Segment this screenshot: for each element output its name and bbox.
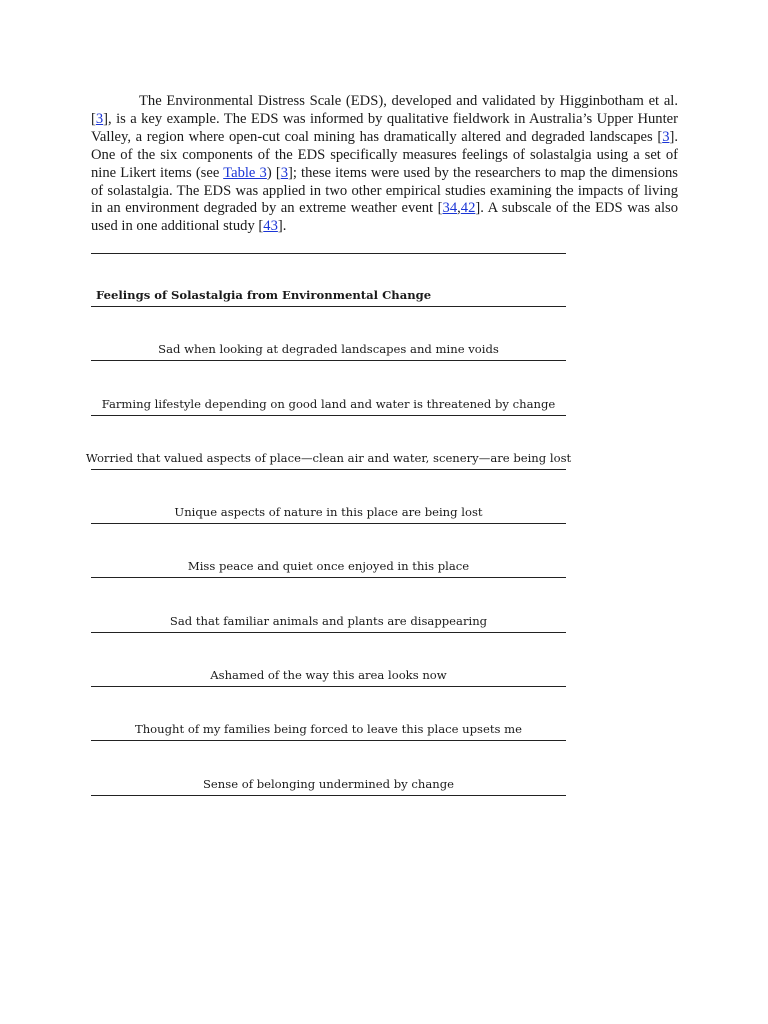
table-row: [91, 687, 566, 741]
table-row: [91, 307, 566, 361]
table-cell: Farming lifestyle depending on good land and water is threatened by change: [101, 396, 556, 411]
solastalgia-table: [85, 253, 572, 796]
table-cell: Unique aspects of nature in this place are being lost: [174, 505, 483, 520]
paragraph-text: ]. One of the six components of the EDS specifically measures feelings of solastalgia using a set of nine Likert items (see: [91, 128, 678, 181]
table-cell: Miss peace and quiet once enjoyed in this place: [187, 559, 470, 574]
paragraph-text: ,: [457, 200, 461, 217]
table-header-row: [91, 253, 566, 307]
table-row: [91, 741, 566, 795]
paragraph-text: ) [: [266, 164, 281, 181]
table-cell: Thought of my families being forced to leave this place upsets me: [134, 722, 523, 737]
table-row: [91, 361, 566, 415]
paragraph-text: ]; these items were used by the researchers to map the dimensions of solastalgia. The EDS was applied in two other empirical studies examining the impacts of living in an environment degraded by an extreme weather event [: [91, 164, 678, 217]
table-row: [85, 416, 572, 470]
table-cell: Sad when looking at degraded landscapes and mine voids: [158, 342, 499, 357]
table-row: [91, 524, 566, 578]
table-row: [91, 633, 566, 687]
paragraph-text: ].: [277, 218, 287, 235]
citation-link-34[interactable]: 34: [442, 200, 458, 217]
citation-link-3[interactable]: 3: [280, 164, 288, 181]
table-cell: Ashamed of the way this area looks now: [210, 668, 447, 683]
table-3-link[interactable]: Table 3: [223, 164, 267, 181]
body-paragraph: [91, 93, 678, 236]
table-row: [91, 470, 566, 524]
table-row: [91, 578, 566, 632]
paragraph-text: ], is a key example. The EDS was informed by qualitative fieldwork in Australia’s Upper Hunter Valley, a region where open-cut coal mining has dramatically altered and degraded landscapes [: [91, 110, 678, 145]
paragraph-text: The Environmental Distress Scale (EDS), developed and validated by Higginbotham et al. [: [91, 93, 678, 127]
citation-link-43[interactable]: 43: [263, 218, 278, 235]
table-cell: Sense of belonging undermined by change: [202, 776, 455, 791]
citation-link-3[interactable]: 3: [662, 128, 670, 145]
table-cell: Sad that familiar animals and plants are disappearing: [169, 613, 488, 628]
citation-link-42[interactable]: 42: [460, 200, 476, 217]
paragraph-text: ]. A subscale of the EDS was also used in one additional study [: [91, 200, 678, 235]
table-header: Feelings of Solastalgia from Environmental Change: [96, 288, 432, 302]
citation-link-3[interactable]: 3: [95, 110, 104, 127]
table-cell: Worried that valued aspects of place—clean air and water, scenery—are being lost: [85, 450, 572, 465]
